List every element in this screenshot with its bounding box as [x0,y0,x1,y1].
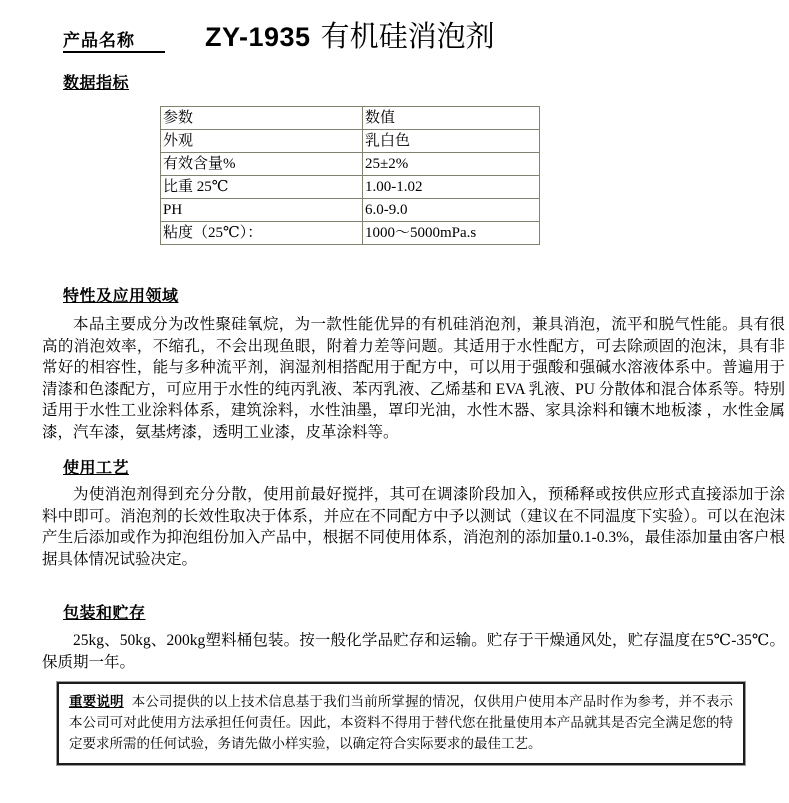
table-cell-value: 1000～5000mPa.s [363,222,540,245]
table-cell-value: 乳白色 [363,130,540,153]
section-heading-usage: 使用工艺 [63,460,130,477]
product-name: 有机硅消泡剂 [320,21,495,53]
product-title [205,14,495,55]
spec-table [160,106,540,245]
table-cell-param: 有效含量% [161,153,363,176]
table-header-param: 参数 [161,107,363,130]
table-header-value: 数值 [363,107,540,130]
features-paragraph: 本品主要成分为改性聚硅氧烷，为一款性能优异的有机硅消泡剂，兼具消泡，流平和脱气性能。具有很高的消泡效率，不缩孔，不会出现鱼眼，附着力差等问题。其适用于水性配方，可去除顽固的泡沫，具有非常好的相容性，能与多种流平剂，润湿剂相搭配用于配方中，可以用于强酸和强碱水溶液体系中。普遍用于清漆和色漆配方，可应用于水性的纯丙乳液、苯丙乳液、乙烯基和 EVA 乳液、PU 分散体和混合体系等。特别适用于水性工业涂料体系，建筑涂料，水性油墨，罩印光油，水性木器、家具涂料和镶木地板漆 ，水性金属漆，汽车漆，氨基烤漆，透明工业漆，皮革涂料等。 [42,316,785,441]
table-cell-param: 外观 [161,130,363,153]
table-cell-param: 粘度（25℃）： [161,222,363,245]
section-heading-packaging: 包装和贮存 [63,605,146,622]
table-row [161,222,540,245]
table-cell-value: 25±2% [363,153,540,176]
table-row [161,130,540,153]
product-label: 产品名称 [63,26,165,53]
table-row [161,153,540,176]
important-notice-box [57,682,745,765]
document-header [63,14,789,55]
table-row [161,176,540,199]
section-heading-features: 特性及应用领域 [63,288,179,305]
table-cell-value: 1.00-1.02 [363,176,540,199]
notice-text: 本公司提供的以上技术信息基于我们当前所掌握的情况，仅供用户使用本产品时作为参考，并不表示本公司可对此使用方法承担任何责任。因此，本资料不得用于替代您在批量使用本产品就其是否完全满足您的特定要求所需的任何试验，务请先做小样实验，以确定符合实际要求的最佳工艺。 [69,694,734,751]
section-heading-data-indicators: 数据指标 [63,75,130,92]
table-cell-param: PH [161,199,363,222]
notice-label: 重要说明 [69,694,124,709]
table-header-row [161,107,540,130]
usage-paragraph: 为使消泡剂得到充分分散，使用前最好搅拌，其可在调漆阶段加入，预稀释或按供应形式直接添加于涂料中即可。消泡剂的长效性取决于体系，并应在不同配方中予以测试（建议在不同温度下实验）。可以在泡沫产生后添加或作为抑泡组份加入产品中，根据不同使用体系，消泡剂的添加量0.1-0.3%，最佳添加量由客户根据具体情况试验决定。 [42,486,785,568]
table-row [161,199,540,222]
packaging-paragraph: 25kg、50kg、200kg塑料桶包装。按一般化学品贮存和运输。贮存于干燥通风处，贮存温度在5℃-35℃。保质期一年。 [42,632,785,671]
table-cell-param: 比重 25℃ [161,176,363,199]
table-cell-value: 6.0-9.0 [363,199,540,222]
product-code: ZY-1935 [205,22,311,52]
